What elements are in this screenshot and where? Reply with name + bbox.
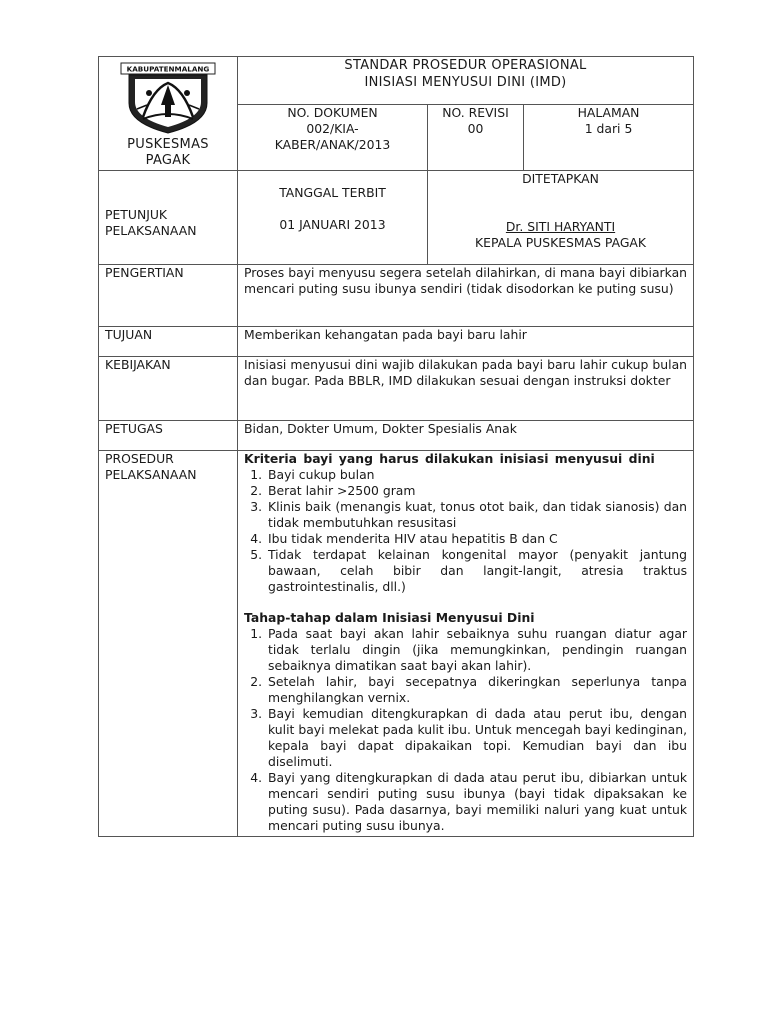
petugas-text: Bidan, Dokter Umum, Dokter Spesialis Anak bbox=[238, 421, 694, 451]
tujuan-text: Memberikan kehangatan pada bayi baru lahir bbox=[238, 327, 694, 357]
signer-name: Dr. SITI HARYANTI bbox=[505, 219, 616, 234]
prosedur-label-cell bbox=[99, 451, 238, 837]
document-title bbox=[238, 57, 694, 105]
step-item: 4. Bayi yang ditengkurapkan di dada atau perut ibu, dibiarkan untuk mencari sendiri puting susu ibunya (bayi tidak dipaksakan ke puting susu). Pada dasarnya, bayi memiliki naluri yang kuat untuk mencari puting susu ibunya. bbox=[266, 770, 687, 834]
approval-cell bbox=[428, 171, 694, 265]
revision-label: NO. REVISI bbox=[442, 105, 509, 120]
kebijakan-label: KEBIJAKAN bbox=[99, 357, 238, 421]
doc-number-cell bbox=[238, 105, 428, 171]
step-item: 1. Pada saat bayi akan lahir sebaiknya suhu ruangan diatur agar tidak terlalu dingin (jika memungkinkan, pendingin ruangan sebaiknya dimatikan saat bayi akan lahir). bbox=[266, 626, 687, 674]
sop-document-table bbox=[98, 56, 694, 837]
criteria-heading: Kriteria bayi yang harus dilakukan inisiasi menyusui dini bbox=[244, 451, 655, 466]
pengertian-label: PENGERTIAN bbox=[99, 265, 238, 327]
page-label: HALAMAN bbox=[577, 105, 640, 120]
criteria-item: 4. Ibu tidak menderita HIV atau hepatitis B dan C bbox=[266, 531, 687, 547]
petunjuk-label: PETUNJUK PELAKSANAAN bbox=[105, 206, 197, 238]
doc-number-label: NO. DOKUMEN bbox=[287, 105, 378, 120]
criteria-item: 5. Tidak terdapat kelainan kongenital mayor (penyakit jantung bawaan, celah bibir dan langit-langit, atresia traktus gastrointestinalis, dll.) bbox=[266, 547, 687, 595]
issue-date-value: 01 JANUARI 2013 bbox=[279, 217, 386, 232]
criteria-item: 3. Klinis baik (menangis kuat, tonus otot baik, dan tidak sianosis) dan tidak membutuhkan resusitasi bbox=[266, 499, 687, 531]
petugas-label: PETUGAS bbox=[99, 421, 238, 451]
prosedur-content bbox=[238, 451, 694, 837]
emblem-icon bbox=[113, 59, 223, 135]
doc-number-value: 002/KIA-KABER/ANAK/2013 bbox=[274, 121, 391, 152]
steps-list bbox=[244, 626, 687, 834]
logo-text: KABUPATENMALANG bbox=[126, 64, 210, 74]
criteria-list bbox=[244, 467, 687, 595]
title-line-2: INISIASI MENYUSUI DINI (IMD) bbox=[364, 75, 567, 90]
section-label-cell bbox=[99, 171, 238, 265]
approved-label: DITETAPKAN bbox=[522, 171, 599, 186]
revision-value: 00 bbox=[467, 121, 484, 136]
issue-date-cell bbox=[238, 171, 428, 265]
revision-cell bbox=[428, 105, 524, 171]
signer-title: KEPALA PUSKESMAS PAGAK bbox=[474, 235, 647, 250]
pengertian-text: Proses bayi menyusu segera setelah dilahirkan, di mana bayi dibiarkan mencari puting susu ibunya sendiri (tidak disodorkan ke puting susu) bbox=[238, 265, 694, 327]
prosedur-label: PROSEDUR PELAKSANAAN bbox=[105, 451, 197, 482]
steps-heading: Tahap-tahap dalam Inisiasi Menyusui Dini bbox=[244, 610, 535, 625]
title-line-1: STANDAR PROSEDUR OPERASIONAL bbox=[344, 58, 587, 73]
org-name: PUSKESMAS PAGAK bbox=[127, 137, 209, 168]
kabupaten-malang-logo bbox=[113, 59, 223, 135]
step-item: 3. Bayi kemudian ditengkurapkan di dada atau perut ibu, dengan kulit bayi melekat pada kulit ibu. Untuk mencegah bayi kedinginan, kepala bayi dapat dipakaikan topi. Kemudian bayi dan ibu diselimuti. bbox=[266, 706, 687, 770]
tujuan-label: TUJUAN bbox=[99, 327, 238, 357]
page-cell bbox=[524, 105, 694, 171]
criteria-item: 2. Berat lahir >2500 gram bbox=[266, 483, 687, 499]
page-value: 1 dari 5 bbox=[584, 121, 633, 136]
criteria-item: 1. Bayi cukup bulan bbox=[266, 467, 687, 483]
logo-cell bbox=[99, 57, 238, 171]
issue-date-label: TANGGAL TERBIT bbox=[279, 185, 386, 200]
step-item: 2. Setelah lahir, bayi secepatnya dikeringkan seperlunya tanpa menghilangkan vernix. bbox=[266, 674, 687, 706]
kebijakan-text: Inisiasi menyusui dini wajib dilakukan pada bayi baru lahir cukup bulan dan bugar. Pada BBLR, IMD dilakukan sesuai dengan instruksi dokter bbox=[238, 357, 694, 421]
